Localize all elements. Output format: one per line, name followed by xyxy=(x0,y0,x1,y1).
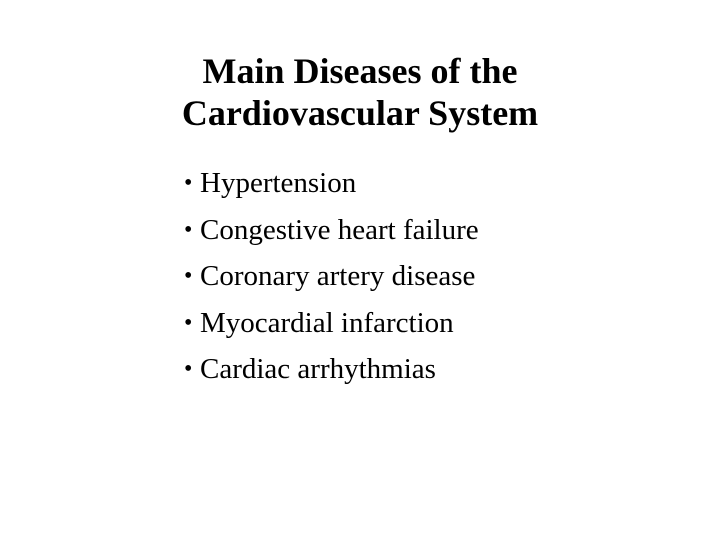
title-line-1: Main Diseases of the xyxy=(202,51,518,91)
list-item-text: Myocardial infarction xyxy=(200,306,454,339)
bullet-icon: • xyxy=(184,309,193,336)
list-item-text: Hypertension xyxy=(200,167,357,199)
list-item xyxy=(184,346,479,393)
bullet-icon: • xyxy=(184,216,193,243)
list-item xyxy=(184,160,479,207)
slide-title xyxy=(60,50,660,134)
bullet-icon: • xyxy=(184,356,193,382)
list-item xyxy=(184,253,479,300)
list-item xyxy=(184,207,479,254)
title-line-2: Cardiovascular System xyxy=(181,93,539,133)
list-item-text: Coronary artery disease xyxy=(200,260,476,292)
list-item-text: Congestive heart failure xyxy=(200,213,479,246)
bullet-icon: • xyxy=(184,170,193,196)
list-item xyxy=(184,300,479,347)
list-item-text: Cardiac arrhythmias xyxy=(200,353,436,385)
bullet-icon: • xyxy=(184,263,193,289)
bullet-list xyxy=(184,160,479,393)
